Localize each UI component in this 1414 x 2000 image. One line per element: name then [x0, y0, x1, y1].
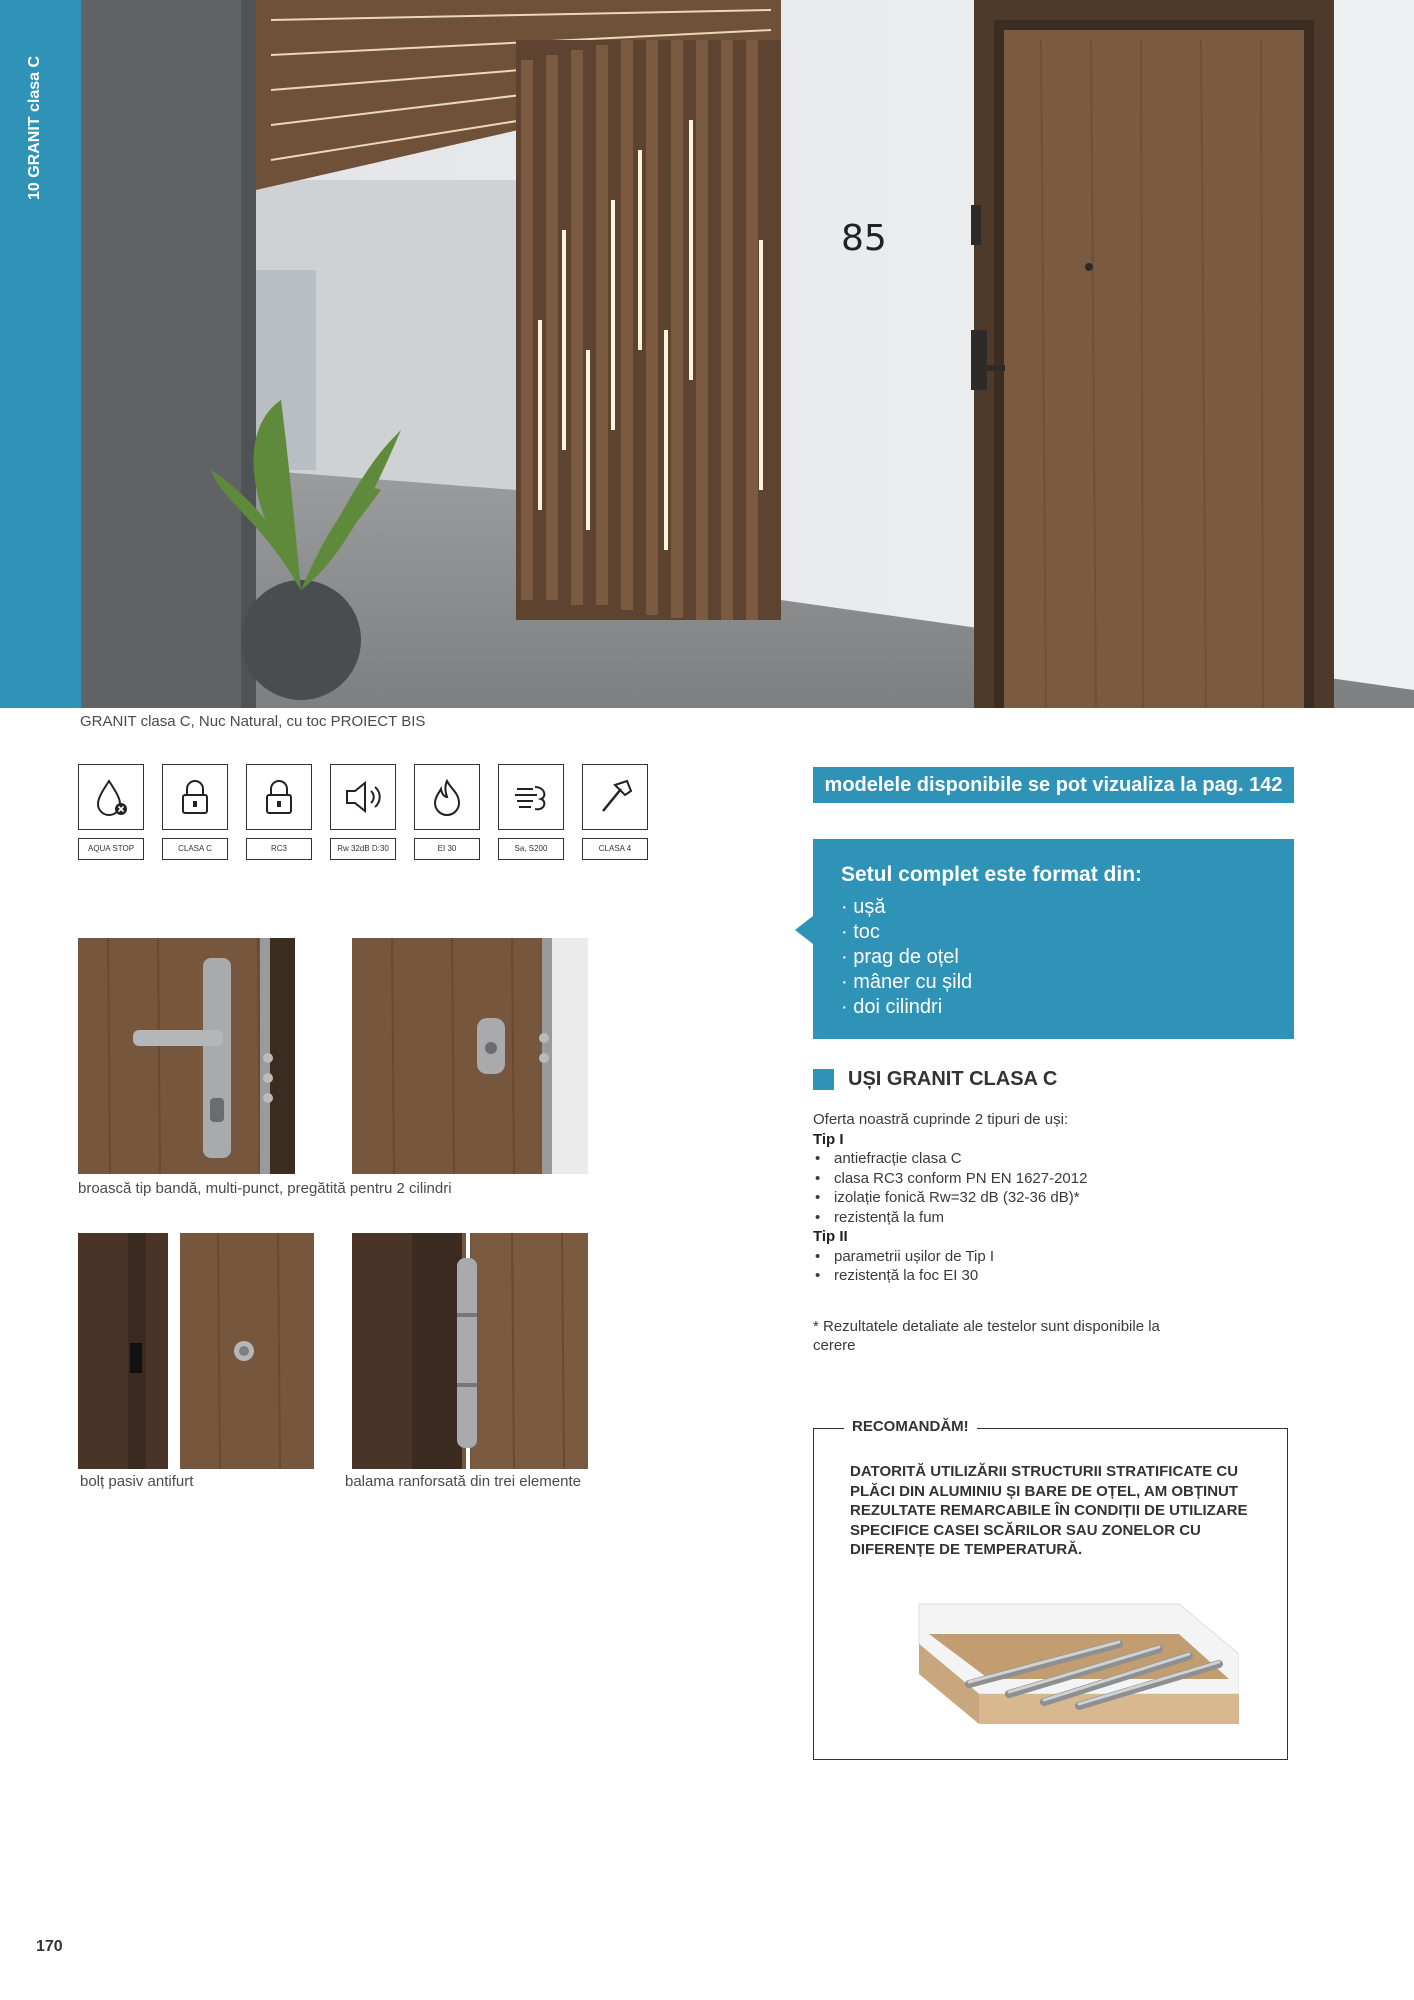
section-marker [813, 1069, 834, 1090]
tip1-item: • rezistență la fum [813, 1208, 1293, 1228]
feature-label: EI 30 [414, 838, 480, 860]
tip2-item: • parametrii ușilor de Tip I [813, 1247, 1293, 1267]
feature-label: CLASA 4 [582, 838, 648, 860]
hero-caption: GRANIT clasa C, Nuc Natural, cu toc PROIECT BIS [80, 713, 426, 730]
recommend-text: DATORITĂ UTILIZĂRII STRUCTURII STRATIFICATE CU PLĂCI DIN ALUMINIU ȘI BARE DE OȚEL, AM OBȚINUT REZULTATE REMARCABILE ÎN CONDIȚII DE UTILIZARE SPECIFICE CASEI SCĂRILOR SAU ZONELOR CU DIFERENȚE DE TEMPERATURĂ. [850, 1463, 1248, 1558]
section-title: UȘI GRANIT CLASA C [848, 1068, 1058, 1090]
feature-label: AQUA STOP [78, 838, 144, 860]
set-item: · prag de oțel [841, 945, 1294, 970]
section-heading [813, 1068, 1057, 1091]
tip1-item: • clasa RC3 conform PN EN 1627-2012 [813, 1169, 1293, 1189]
corridor-illustration [81, 0, 1414, 708]
feature-class4 [582, 764, 648, 860]
bolt-caption: bolț pasiv antifurt [80, 1473, 194, 1490]
feature-clasa-c [162, 764, 228, 860]
door-number: 85 [841, 218, 887, 259]
feature-rc3 [246, 764, 312, 860]
tip1-item: • antiefracție clasa C [813, 1149, 1293, 1169]
feature-icon-row [78, 764, 648, 860]
flame-icon [414, 764, 480, 830]
lock-caption: broască tip bandă, multi-punct, pregătită pentru 2 cilindri [78, 1180, 452, 1197]
models-banner: modelele disponibile se pot vizualiza la pag. 142 [813, 767, 1294, 803]
page-number: 170 [36, 1938, 63, 1955]
set-item: · toc [841, 920, 1294, 945]
smoke-icon [498, 764, 564, 830]
hero-photo [81, 0, 1414, 708]
recommend-title: RECOMANDĂM! [844, 1418, 977, 1435]
set-item: · mâner cu șild [841, 970, 1294, 995]
cylinder-cover-photo [352, 938, 588, 1174]
set-item: · ușă [841, 895, 1294, 920]
footnote: * Rezultatele detaliate ale testelor sunt disponibile la cerere [813, 1318, 1160, 1354]
set-item: · doi cilindri [841, 995, 1294, 1020]
padlock-icon [162, 764, 228, 830]
offer-text [813, 1110, 1293, 1286]
feature-acoustic [330, 764, 396, 860]
bolt-photo [78, 1233, 314, 1469]
padlock-icon [246, 764, 312, 830]
feature-aqua-stop [78, 764, 144, 860]
feature-label: RC3 [246, 838, 312, 860]
set-contents-box [813, 839, 1294, 1039]
offer-intro: Oferta noastră cuprinde 2 tipuri de uși: [813, 1111, 1069, 1128]
panel-cross-section-illustration [859, 1584, 1239, 1744]
set-title: Setul complet este format din: [841, 863, 1143, 886]
tip2-title: Tip II [813, 1228, 848, 1245]
side-tab-label: 10 GRANIT clasa C [26, 55, 43, 200]
feature-label: Rw 32dB D:30 [330, 838, 396, 860]
feature-smoke [498, 764, 564, 860]
hinge-photo [352, 1233, 588, 1469]
tip2-item: • rezistență la foc EI 30 [813, 1266, 1293, 1286]
tip1-item: • izolație fonică Rw=32 dB (32-36 dB)* [813, 1188, 1293, 1208]
feature-label: Sa, S200 [498, 838, 564, 860]
feature-label: CLASA C [162, 838, 228, 860]
feature-fire [414, 764, 480, 860]
lock-handle-photo [78, 938, 295, 1174]
tip1-title: Tip I [813, 1130, 844, 1148]
recommend-box [813, 1418, 1288, 1760]
speaker-icon [330, 764, 396, 830]
water-drop-icon [78, 764, 144, 830]
hinge-caption: balama ranforsată din trei elemente [345, 1473, 581, 1490]
hammer-icon [582, 764, 648, 830]
